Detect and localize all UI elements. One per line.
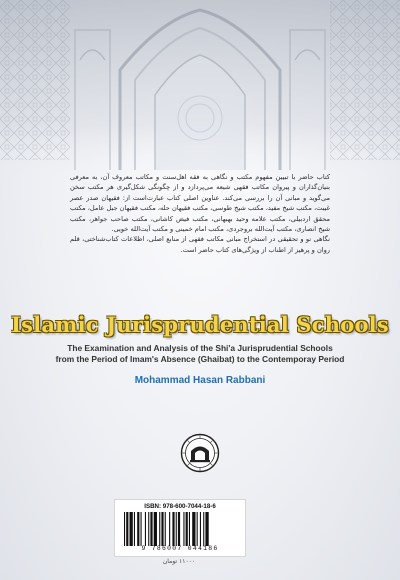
barcode-bar xyxy=(203,512,204,546)
barcode-bar xyxy=(200,512,201,546)
book-subtitle xyxy=(30,343,370,364)
barcode-bar xyxy=(150,512,152,546)
book-description xyxy=(70,172,330,255)
isbn-barcode xyxy=(114,499,246,557)
description-paragraph: نگاهی نو و تحقیقی در استخراج مبانی مکاتب فقهی از منابع اصلی، اطلاعات کتاب‌شناختی، قلم روان و پرهیز از اطناب از ویژگی‌های کتاب حاضر است. xyxy=(70,235,330,254)
barcode-bar xyxy=(169,512,170,546)
barcode-bar xyxy=(126,512,128,546)
barcode-bar xyxy=(205,512,208,546)
barcode-bar xyxy=(186,512,188,546)
author-name: Mohammad Hasan Rabbani xyxy=(134,375,266,386)
barcode-bar xyxy=(137,512,139,546)
subtitle-line: from the Period of Imam's Absence (Ghaibat) to the Contemporay Period xyxy=(55,353,345,364)
publisher-seal-icon xyxy=(180,433,220,473)
barcode-bar xyxy=(172,512,174,546)
isbn-number: ISBN: 978-600-7044-18-6 xyxy=(144,503,216,510)
barcode-bar xyxy=(124,512,125,546)
barcode-icon xyxy=(124,512,236,546)
barcode-bar xyxy=(130,512,133,546)
barcode-bar xyxy=(197,512,198,546)
barcode-bar xyxy=(134,512,135,546)
barcode-bar xyxy=(183,512,184,546)
barcode-bar xyxy=(159,512,160,546)
book-title: Islamic Jurisprudential Schools xyxy=(11,312,389,337)
description-paragraph: کتاب حاضر با تبیین مفهوم مکتب و نگاهی به فقه اهل‌سنت و مکاتب معروف آن، به معرفی بنیان‌گذاران و پیروان مکاتب فقهی شیعه می‌پردازد و از چگونگی شکل‌گیری هر مکتب سخن می‌گوید و مبانی آن را بررسی می‌کند. عناوین اصلی کتاب عبارت‌است از: فقیهان صدر عصر غیبت، مکتب شیخ مفید، مکتب شیخ طوسی، مکتب فقیهان حله، مکتب فقیهان جبل عامل، مکتب محقق اردبیلی، مکتب علامه وحید بهبهانی، مکتب فیض کاشانی، مکتب صاحب جواهر، مکتب شیخ انصاری، مکتب آیت‌الله بروجردی، مکتب امام خمینی و مکتب آیت‌الله خویی. xyxy=(70,173,330,234)
barcode-bar xyxy=(145,512,146,546)
barcode-bar xyxy=(178,512,180,546)
barcode-bar xyxy=(189,512,190,546)
barcode-bar xyxy=(176,512,177,546)
barcode-bar xyxy=(165,512,166,546)
barcode-digits: 9 786007 044186 xyxy=(141,545,219,552)
barcode-bar xyxy=(141,512,142,546)
subtitle-line: The Examination and Analysis of the Shi'a Jurisprudential Schools xyxy=(67,343,333,353)
barcode-bar xyxy=(148,512,149,546)
mosque-architecture-background xyxy=(0,0,400,180)
barcode-bar xyxy=(154,512,157,546)
barcode-bar xyxy=(192,512,195,546)
book-price: ۱۱۰۰۰ تومان xyxy=(162,558,196,565)
barcode-bar xyxy=(161,512,163,546)
